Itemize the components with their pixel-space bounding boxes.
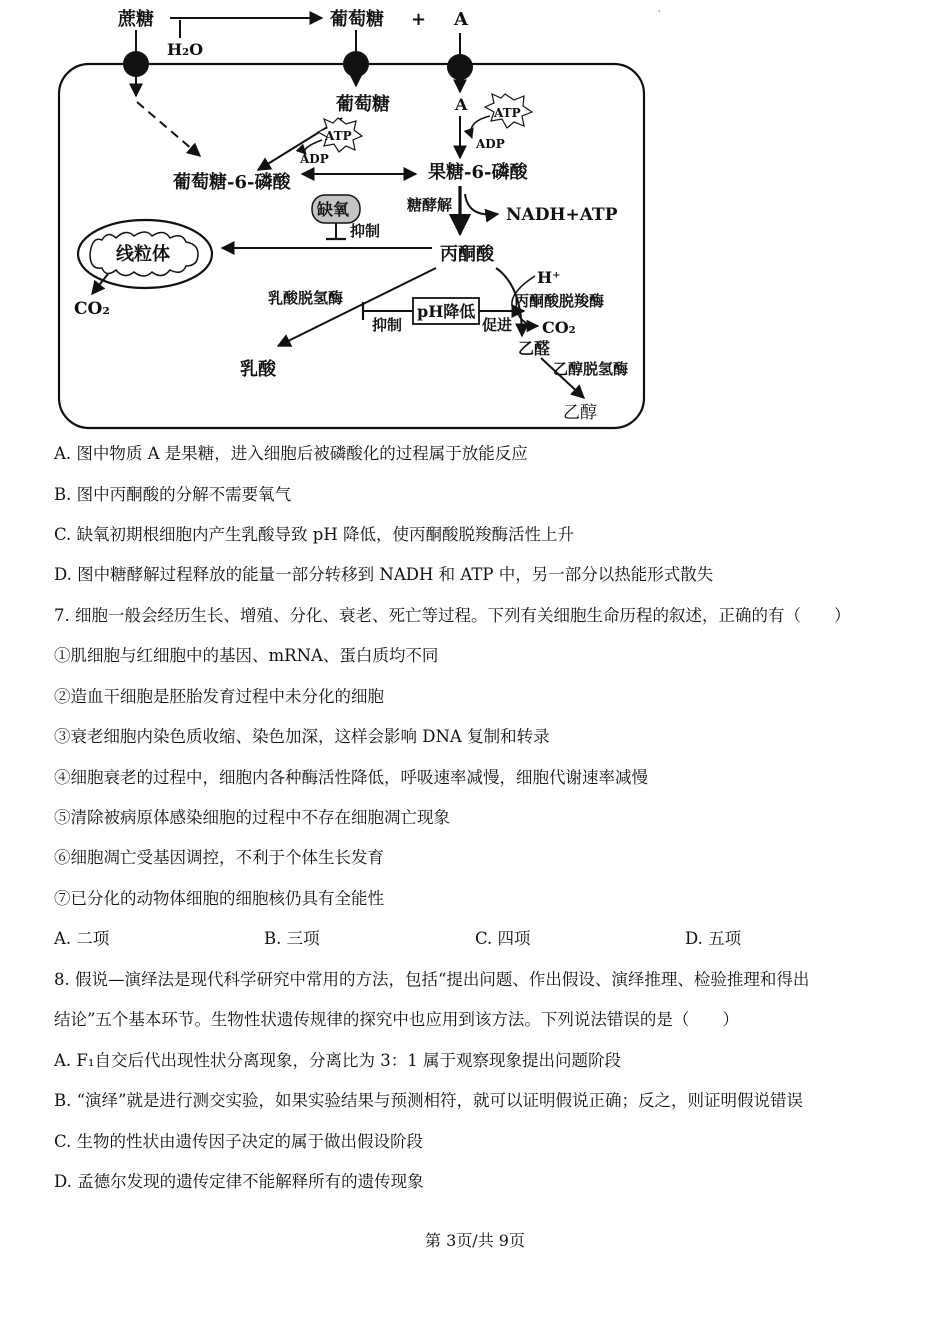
mitochondrion-label: 线粒体: [116, 244, 170, 265]
plus-sign: +: [411, 9, 427, 30]
q7-item: ⑥细胞凋亡受基因调控，不利于个体生长发育: [54, 848, 384, 867]
metabolism-diagram: [0, 0, 950, 440]
q7-item: ③衰老细胞内染色质收缩、染色加深，这样会影响 DNA 复制和转录: [54, 727, 550, 746]
adp-left-label: ADP: [300, 152, 329, 166]
q6-option-c: C. 缺氧初期根细胞内产生乳酸导致 pH 降低，使丙酮酸脱羧酶活性上升: [54, 525, 574, 544]
promote-label: 促进: [482, 316, 513, 334]
q6-option-b: B. 图中丙酮酸的分解不需要氧气: [54, 485, 292, 504]
q7-item: ⑦已分化的动物体细胞的细胞核仍具有全能性: [54, 889, 384, 908]
glucose-inside-label: 葡萄糖: [336, 94, 390, 115]
a-outside-label: A: [454, 9, 468, 30]
q7-stem: 7. 细胞一般会经历生长、增殖、分化、衰老、死亡等过程。下列有关细胞生命历程的叙述，正确的有（ ）: [54, 606, 851, 625]
q7-item: ④细胞衰老的过程中，细胞内各种酶活性降低，呼吸速率减慢，细胞代谢速率减慢: [54, 768, 648, 787]
ethanol-label: 乙醇: [563, 403, 597, 423]
water-label: H₂O: [167, 40, 204, 59]
sucrose-label: 蔗糖: [118, 9, 154, 30]
nadh-atp-curve: [465, 194, 498, 215]
sucrose-dashed-arrow: [137, 102, 200, 156]
g6p-label: 葡萄糖-6-磷酸: [173, 172, 291, 193]
lactate-label: 乳酸: [240, 359, 276, 380]
page-footer: 第 3页/共 9页: [425, 1231, 525, 1250]
co2-left-label: CO₂: [74, 299, 110, 319]
nadh-atp-label: NADH+ATP: [506, 205, 618, 225]
q7-option-b: B. 三项: [264, 929, 320, 948]
hypoxia-label: 缺氧: [317, 200, 350, 219]
adh-label: 乙醇脱氢酶: [553, 360, 629, 378]
inhibit-2-label: 抑制: [372, 316, 403, 334]
pyruvate-label: 丙酮酸: [440, 244, 494, 265]
atp-left-label: ATP: [325, 129, 352, 143]
q7-item: ①肌细胞与红细胞中的基因、mRNA、蛋白质均不同: [54, 646, 439, 665]
co2-right-label: CO₂: [542, 318, 576, 337]
ph-low-label: pH降低: [417, 302, 476, 321]
glycolysis-label: 糖酵解: [407, 196, 453, 214]
f6p-label: 果糖-6-磷酸: [428, 162, 528, 183]
glucose-transporter: [343, 51, 369, 77]
q7-item: ⑤清除被病原体感染细胞的过程中不存在细胞凋亡现象: [54, 808, 450, 827]
a-inside-label: A: [455, 95, 468, 114]
q7-item: ②造血干细胞是胚胎发育过程中未分化的细胞: [54, 687, 384, 706]
q8-stem-line2: 结论”五个基本环节。生物性状遗传规律的探究中也应用到该方法。下列说法错误的是（ ）: [54, 1010, 739, 1029]
atp-right-curve: [471, 116, 490, 138]
q8-option-b: B. “演绎”就是进行测交实验，如果实验结果与预测相符，就可以证明假说正确；反之，则证明假说错误: [54, 1091, 803, 1110]
page-mark: ·: [658, 7, 661, 16]
q6-option-a: A. 图中物质 A 是果糖，进入细胞后被磷酸化的过程属于放能反应: [54, 444, 528, 463]
q8-option-c: C. 生物的性状由遗传因子决定的属于做出假设阶段: [54, 1132, 424, 1151]
q6-option-d: D. 图中糖酵解过程释放的能量一部分转移到 NADH 和 ATP 中，另一部分以热能形式散失: [54, 565, 714, 584]
a-transporter: [447, 54, 473, 80]
sucrose-transporter: [123, 51, 149, 77]
acetaldehyde-label: 乙醛: [518, 339, 551, 358]
q7-option-d: D. 五项: [685, 929, 742, 948]
q7-option-a: A. 二项: [54, 929, 110, 948]
inhibit-1-label: 抑制: [350, 222, 381, 240]
atp-right-label: ATP: [494, 106, 521, 120]
ldh-label: 乳酸脱氢酶: [268, 289, 344, 307]
glucose-outside-label: 葡萄糖: [330, 9, 384, 30]
pdc-label: 丙酮酸脱羧酶: [514, 292, 605, 310]
q8-option-a: A. F₁自交后代出现性状分离现象，分离比为 3：1 属于观察现象提出问题阶段: [54, 1051, 621, 1070]
h-plus-label: H⁺: [537, 268, 561, 287]
q8-option-d: D. 孟德尔发现的遗传定律不能解释所有的遗传现象: [54, 1172, 424, 1191]
adp-right-label: ADP: [476, 137, 505, 151]
q8-stem-line1: 8. 假说—演绎法是现代科学研究中常用的方法，包括“提出问题、作出假设、演绎推理、检验推理和得出: [54, 970, 810, 989]
q7-option-c: C. 四项: [475, 929, 531, 948]
